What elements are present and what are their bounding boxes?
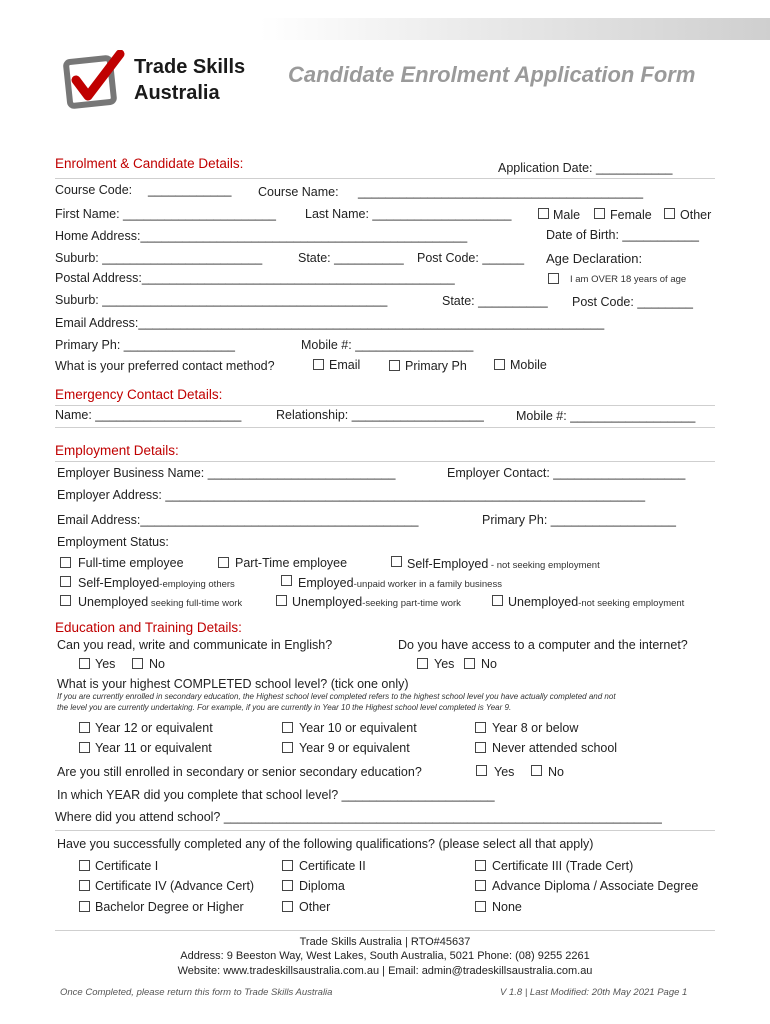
cert3-checkbox[interactable]	[475, 860, 486, 871]
selfemployed-note: - not seeking employment	[488, 560, 600, 571]
cert1-checkbox[interactable]	[79, 860, 90, 871]
parttime-checkbox[interactable]	[218, 557, 229, 568]
selfemployed-employing-note: -employing others	[159, 579, 235, 590]
cert2-label: Certificate II	[299, 859, 366, 873]
course-name-label: Course Name:	[258, 185, 339, 199]
other-qual-label: Other	[299, 900, 331, 914]
contact-mobile-checkbox[interactable]	[494, 359, 505, 370]
page-title: Candidate Enrolment Application Form	[288, 62, 696, 87]
other-gender-label: Other	[680, 208, 712, 222]
selfemployed-employing-label: Self-Employed	[78, 576, 160, 590]
course-code-label: Course Code:	[55, 183, 133, 197]
date-of-birth-field[interactable]: Date of Birth: ___________	[546, 228, 699, 242]
male-checkbox[interactable]	[538, 208, 549, 219]
fulltime-label: Full-time employee	[78, 556, 184, 570]
postal-postcode-field[interactable]: Post Code: ________	[572, 295, 693, 309]
unemployed-fulltime-option	[78, 593, 242, 611]
year9-checkbox[interactable]	[282, 742, 293, 753]
school-note-line2: the level you are currently undertaking. For example, if you are currently in Year 10 the Highest school level completed is Year 9.	[57, 703, 512, 712]
parttime-label: Part-Time employee	[235, 556, 348, 570]
employed-unpaid-option	[298, 574, 502, 592]
contact-primary-label: Primary Ph	[405, 359, 467, 373]
year12-checkbox[interactable]	[79, 722, 90, 733]
none-qual-label: None	[492, 900, 522, 914]
never-attended-checkbox[interactable]	[475, 742, 486, 753]
other-gender-checkbox[interactable]	[664, 208, 675, 219]
year10-label: Year 10 or equivalent	[299, 721, 417, 735]
section-heading-education: Education and Training Details:	[55, 620, 242, 635]
selfemployed-checkbox[interactable]	[391, 556, 402, 567]
female-checkbox[interactable]	[594, 208, 605, 219]
year8-checkbox[interactable]	[475, 722, 486, 733]
cert1-label: Certificate I	[95, 859, 159, 873]
english-yes-label: Yes	[95, 657, 116, 671]
preferred-contact-label: What is your preferred contact method?	[55, 359, 275, 373]
cert3-label: Certificate III (Trade Cert)	[492, 859, 634, 873]
employer-contact-field[interactable]: Employer Contact: ___________________	[447, 466, 686, 480]
year11-checkbox[interactable]	[79, 742, 90, 753]
employed-unpaid-label: Employed	[298, 576, 354, 590]
logo	[62, 50, 262, 112]
male-label: Male	[553, 208, 581, 222]
emergency-relationship-field[interactable]: Relationship: ___________________	[276, 408, 484, 422]
contact-mobile-label: Mobile	[510, 358, 547, 372]
cert2-checkbox[interactable]	[282, 860, 293, 871]
computer-no-checkbox[interactable]	[464, 658, 475, 669]
section-heading-emergency: Emergency Contact Details:	[55, 387, 223, 402]
contact-primary-checkbox[interactable]	[389, 360, 400, 371]
unemployed-parttime-option	[292, 593, 461, 611]
unemployed-notseeking-label: Unemployed	[508, 595, 579, 609]
contact-email-label: Email	[329, 358, 361, 372]
age-declaration-label: Age Declaration:	[546, 251, 643, 266]
computer-yes-checkbox[interactable]	[417, 658, 428, 669]
enrolled-yes-checkbox[interactable]	[476, 765, 487, 776]
adv-diploma-label: Advance Diploma / Associate Degree	[492, 879, 699, 893]
header-bar	[0, 0, 770, 42]
application-date-field[interactable]: Application Date: ___________	[498, 161, 673, 175]
unemployed-parttime-label: Unemployed	[292, 595, 363, 609]
bachelor-label: Bachelor Degree or Higher	[95, 900, 244, 914]
english-question: Can you read, write and communicate in English?	[57, 638, 333, 652]
over-18-checkbox[interactable]	[548, 273, 559, 284]
female-label: Female	[610, 208, 652, 222]
qualifications-question: Have you successfully completed any of the following qualifications? (please select all that apply)	[57, 837, 594, 851]
fulltime-checkbox[interactable]	[60, 557, 71, 568]
diploma-checkbox[interactable]	[282, 880, 293, 891]
school-note-line1: If you are currently enrolled in secondary education, the Highest school level completed refers to the highest school level you have actually completed and not	[57, 692, 616, 701]
english-no-checkbox[interactable]	[132, 658, 143, 669]
employer-business-name-field[interactable]: Employer Business Name: ___________________________	[57, 466, 396, 480]
logo-text-line2: Australia	[134, 82, 220, 104]
course-code-field[interactable]: ____________	[148, 183, 232, 197]
unemployed-fulltime-label: Unemployed	[78, 595, 149, 609]
cert4-label: Certificate IV (Advance Cert)	[95, 879, 255, 893]
selfemployed-employing-option	[78, 574, 235, 592]
emergency-mobile-field[interactable]: Mobile #: __________________	[516, 409, 696, 423]
mobile-field[interactable]: Mobile #: _________________	[301, 338, 474, 352]
enrolled-no-label: No	[548, 765, 564, 779]
email-address-field[interactable]: Email Address:___________________________________________________________________	[55, 316, 605, 330]
english-yes-checkbox[interactable]	[79, 658, 90, 669]
employer-address-field[interactable]: Employer Address: _____________________________________________________________________	[57, 488, 646, 502]
selfemployed-option	[407, 555, 600, 573]
footer-address: Address: 9 Beeston Way, West Lakes, South Australia, 5021 Phone: (08) 9255 2261	[180, 950, 590, 962]
unemployed-notseeking-option	[508, 593, 684, 611]
unemployed-parttime-note: -seeking part-time work	[362, 598, 461, 609]
computer-no-label: No	[481, 657, 497, 671]
last-name-field[interactable]: Last Name: ____________________	[305, 207, 512, 221]
year8-label: Year 8 or below	[492, 721, 579, 735]
enrolled-no-checkbox[interactable]	[531, 765, 542, 776]
unemployed-notseeking-note: -not seeking employment	[578, 598, 685, 609]
still-enrolled-question: Are you still enrolled in secondary or senior secondary education?	[57, 765, 422, 779]
section-heading-enrolment: Enrolment & Candidate Details:	[55, 156, 244, 171]
adv-diploma-checkbox[interactable]	[475, 880, 486, 891]
employment-status-label: Employment Status:	[57, 535, 169, 549]
unemployed-fulltime-note: seeking full-time work	[148, 598, 243, 609]
never-attended-label: Never attended school	[492, 741, 618, 755]
footer-version: V 1.8 | Last Modified: 20th May 2021 Page 1	[500, 987, 688, 998]
diploma-label: Diploma	[299, 879, 345, 893]
employed-unpaid-note: -unpaid worker in a family business	[353, 579, 502, 590]
english-no-label: No	[149, 657, 165, 671]
bachelor-checkbox[interactable]	[79, 901, 90, 912]
checkmark-logo-icon	[62, 50, 134, 110]
first-name-field[interactable]: First Name: ______________________	[55, 207, 277, 221]
footer-contact: Website: www.tradeskillsaustralia.com.au | Email: admin@tradeskillsaustralia.com.au	[177, 965, 593, 977]
state-field[interactable]: State: __________	[298, 251, 404, 265]
footer-return-note: Once Completed, please return this form to Trade Skills Australia	[60, 987, 333, 998]
none-qual-checkbox[interactable]	[475, 901, 486, 912]
postal-state-field[interactable]: State: __________	[442, 294, 548, 308]
postal-address-field[interactable]: Postal Address:_____________________________________________	[55, 271, 455, 285]
contact-email-checkbox[interactable]	[313, 359, 324, 370]
completion-year-field[interactable]: In which YEAR did you complete that school level? ______________________	[57, 788, 495, 802]
computer-question: Do you have access to a computer and the internet?	[398, 638, 688, 652]
unemployed-parttime-checkbox[interactable]	[276, 595, 287, 606]
selfemployed-label: Self-Employed	[407, 557, 489, 571]
over-18-label: I am OVER 18 years of age	[570, 274, 687, 285]
year12-label: Year 12 or equivalent	[95, 721, 213, 735]
home-address-field[interactable]: Home Address:_______________________________________________	[55, 229, 468, 243]
section-heading-employment: Employment Details:	[55, 443, 179, 458]
year10-checkbox[interactable]	[282, 722, 293, 733]
enrolled-yes-label: Yes	[494, 765, 515, 779]
unemployed-notseeking-checkbox[interactable]	[492, 595, 503, 606]
school-attended-field[interactable]: Where did you attend school? _______________________________________________________________	[55, 810, 662, 824]
computer-yes-label: Yes	[434, 657, 455, 671]
selfemployed-employing-checkbox[interactable]	[60, 576, 71, 587]
employer-phone-field[interactable]: Primary Ph: __________________	[482, 513, 676, 527]
postal-suburb-field[interactable]: Suburb: _________________________________________	[55, 293, 388, 307]
school-level-question: What is your highest COMPLETED school level? (tick one only)	[57, 677, 409, 691]
suburb-field[interactable]: Suburb: _______________________	[55, 251, 263, 265]
unemployed-fulltime-checkbox[interactable]	[60, 595, 71, 606]
primary-phone-field[interactable]: Primary Ph: ________________	[55, 338, 235, 352]
emergency-name-field[interactable]: Name: _____________________	[55, 408, 242, 422]
logo-text-line1: Trade Skills	[134, 56, 246, 78]
footer-rto: Trade Skills Australia | RTO#45637	[299, 936, 471, 948]
year11-label: Year 11 or equivalent	[95, 741, 212, 755]
employer-email-field[interactable]: Email Address:________________________________________	[57, 513, 419, 527]
course-name-field[interactable]: _________________________________________	[358, 185, 644, 199]
employed-unpaid-checkbox[interactable]	[281, 575, 292, 586]
cert4-checkbox[interactable]	[79, 880, 90, 891]
postcode-field[interactable]: Post Code: ______	[417, 251, 525, 265]
year9-label: Year 9 or equivalent	[299, 741, 410, 755]
other-qual-checkbox[interactable]	[282, 901, 293, 912]
